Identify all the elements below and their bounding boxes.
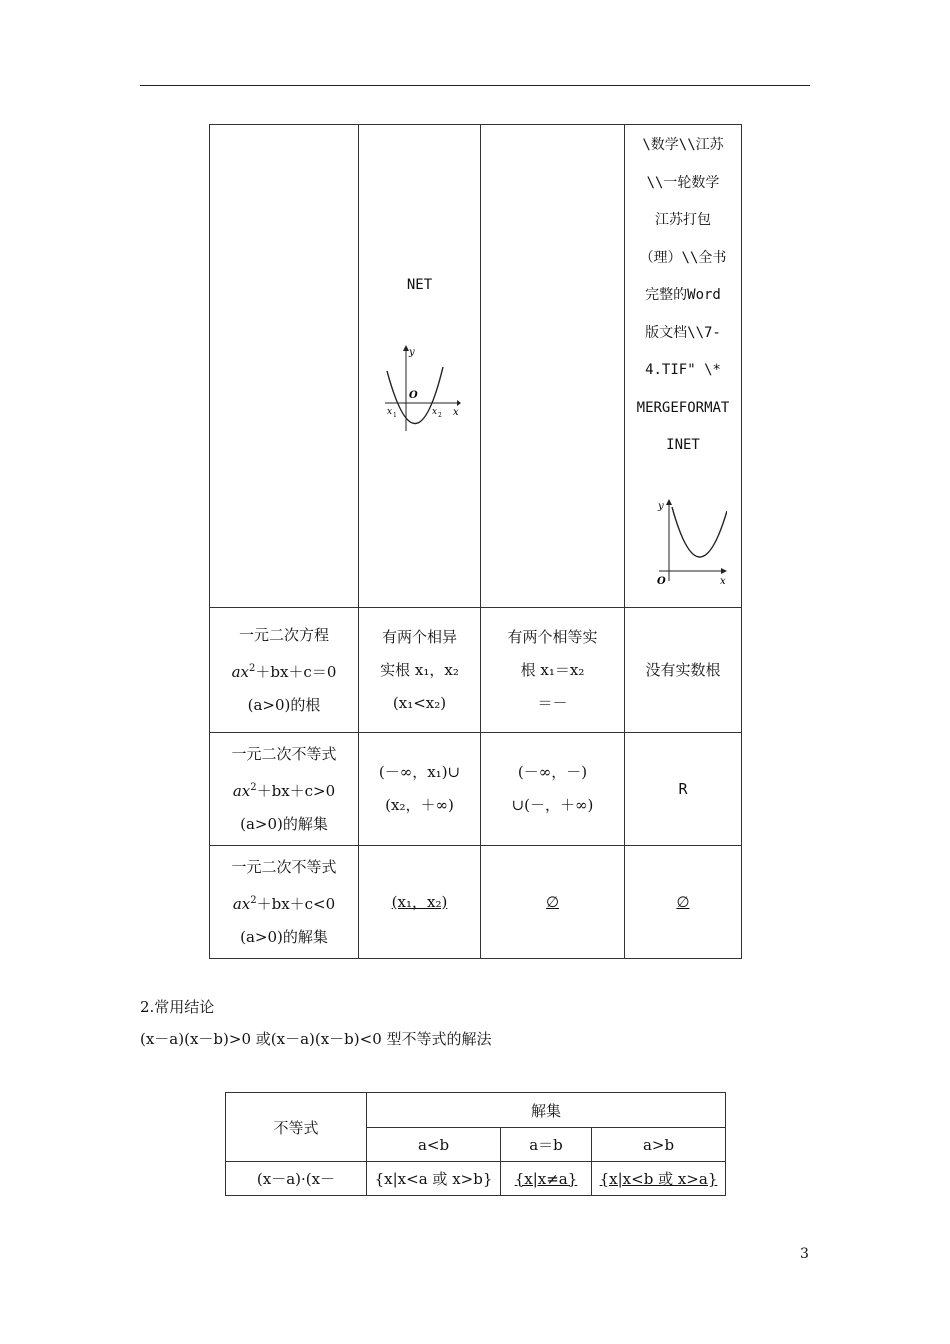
gt-equal-roots-solution-cell (481, 733, 625, 846)
lt-no-roots-solution-cell (625, 846, 742, 959)
cell-line (210, 884, 358, 921)
formula-ax: ax (232, 894, 251, 913)
section-title: 2.常用结论 (140, 998, 215, 1016)
subheader-a-lt-b: a<b (367, 1128, 501, 1162)
root2-label: x (432, 407, 438, 417)
table-row-less-than (210, 846, 742, 959)
table-row-roots (210, 608, 742, 733)
formula-rest: ＋bx＋c<0 (256, 894, 336, 913)
formula-ax: ax (231, 662, 249, 681)
x-axis-arrow-icon (457, 400, 461, 406)
gt-label-cell (210, 733, 359, 846)
field-code-line: \数学\\江苏 (642, 137, 724, 153)
field-code-line: 版文档\\7- (645, 324, 721, 341)
solution-a-gt-b-cell (592, 1162, 726, 1196)
cell-line (210, 652, 358, 689)
page-number: 3 (800, 1246, 809, 1262)
empty-set-symbol: ∅ (545, 892, 560, 911)
gt-two-roots-solution-cell (359, 733, 481, 846)
solution-a-eq-b-cell (501, 1162, 592, 1196)
table-header-row (226, 1093, 726, 1128)
parabola-no-roots-graph (641, 495, 727, 587)
empty-set-symbol: ∅ (676, 892, 690, 911)
parabola-curve (672, 507, 727, 557)
solution-a-lt-b-cell: {x|x<a 或 x>b} (367, 1162, 501, 1196)
quadratic-summary-table (209, 124, 742, 959)
superscript: 2 (250, 781, 257, 793)
cell-line: (a>0)的根 (247, 695, 321, 714)
subheader-a-eq-b: a＝b (501, 1128, 592, 1162)
factored-inequality-table (225, 1092, 726, 1196)
two-distinct-roots-cell (359, 608, 481, 733)
origin-label: O (409, 390, 418, 401)
x-axis-label: x (453, 407, 459, 418)
field-code-line: 江苏打包 (655, 212, 711, 228)
gt-no-roots-solution-cell: R (625, 733, 742, 846)
field-code-line: （理）\\全书 (639, 249, 727, 266)
subheader-a-gt-b: a>b (592, 1128, 726, 1162)
cell-line: 一元二次方程 (238, 625, 329, 644)
cell-line: 实根 x₁，x₂ (380, 660, 459, 679)
header-rule (140, 85, 810, 86)
cell-line: (x₂，＋∞) (385, 796, 454, 814)
cell-line (210, 771, 358, 808)
root1-label: x (387, 407, 393, 417)
equal-roots-cell (481, 608, 625, 733)
root2-subscript: 2 (438, 412, 442, 419)
cell-line: 根 x₁＝x₂ (520, 660, 585, 679)
cell-line: (－∞，x₁)∪ (378, 763, 461, 781)
section-description: (x－a)(x－b)>0 或(x－a)(x－b)<0 型不等式的解法 (140, 1030, 492, 1048)
cell-line: 一元二次不等式 (231, 857, 337, 876)
cell-line: 一元二次不等式 (231, 744, 337, 763)
formula-ax: ax (232, 781, 251, 800)
graph-row-label-cell (210, 125, 359, 608)
table-row (226, 1162, 726, 1196)
y-axis-label: y (658, 501, 664, 512)
lt-two-roots-solution-cell (359, 846, 481, 959)
graph-equal-roots-cell (481, 125, 625, 608)
no-real-roots-cell: 没有实数根 (625, 608, 742, 733)
cell-line: ＝－ (537, 693, 568, 712)
roots-label-cell (210, 608, 359, 733)
superscript: 2 (250, 894, 257, 906)
cell-line: (－∞，－) (517, 763, 588, 781)
cell-line: (a>0)的解集 (240, 927, 328, 946)
x-axis-label: x (720, 576, 726, 587)
root1-subscript: 1 (393, 412, 397, 419)
solution-interval: (x₁，x₂) (391, 892, 448, 911)
header-inequality: 不等式 (226, 1093, 367, 1162)
parabola-two-roots-graph (381, 343, 461, 433)
net-label: NET (406, 277, 433, 293)
table-row-graphs (210, 125, 742, 608)
cell-line: (x₁<x₂) (392, 693, 447, 712)
field-code-line: MERGEFORMAT (636, 399, 730, 416)
table-row-greater-than (210, 733, 742, 846)
y-axis-arrow-icon (666, 499, 672, 505)
cell-line: 有两个相等实 (507, 627, 598, 646)
origin-label: O (657, 576, 666, 587)
superscript: 2 (249, 662, 256, 674)
cell-line: (a>0)的解集 (240, 814, 328, 833)
formula-rest: ＋bx＋c＝0 (255, 662, 337, 681)
lt-equal-roots-solution-cell (481, 846, 625, 959)
field-code-line: INET (666, 437, 700, 453)
field-code-text (629, 127, 737, 465)
inequality-cell: (x－a)·(x－ (226, 1162, 367, 1196)
solution-set: {x|x<b 或 x>a} (599, 1170, 718, 1188)
lt-label-cell (210, 846, 359, 959)
field-code-line: 4.TIF" \* (645, 362, 721, 378)
field-code-line: 完整的Word (645, 287, 721, 303)
cell-line: ∪(－，＋∞) (511, 796, 594, 814)
cell-line: 有两个相异 (381, 627, 457, 646)
field-code-line: \\一轮数学 (646, 174, 720, 191)
formula-rest: ＋bx＋c>0 (256, 781, 336, 800)
x-axis-arrow-icon (721, 568, 727, 574)
solution-set: {x|x≠a} (514, 1169, 578, 1188)
y-axis-label: y (409, 347, 415, 358)
header-solution-set: 解集 (367, 1093, 726, 1128)
graph-two-roots-cell (359, 125, 481, 608)
graph-no-roots-cell (625, 125, 742, 608)
